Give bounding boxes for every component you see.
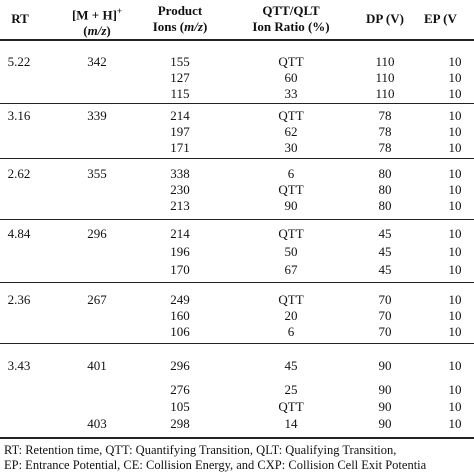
ratio-cell: 20	[284, 308, 298, 323]
group-divider	[0, 219, 474, 220]
header-ratio-line2: Ion Ratio (%)	[252, 19, 330, 34]
ion-cell: 105	[170, 399, 190, 414]
group-divider	[0, 343, 474, 344]
header-mh-unit-open: (	[83, 23, 88, 39]
header-rt: RT	[11, 11, 29, 26]
ion-cell: 155	[170, 54, 190, 69]
dp-cell: 90	[378, 399, 392, 414]
ratio-cell: QTT	[278, 108, 304, 123]
ep-cell: 10	[448, 324, 462, 339]
ratio-cell: 6	[287, 324, 295, 339]
header-product-unit: m/z	[184, 19, 203, 34]
ratio-cell: 30	[284, 140, 298, 155]
ratio-cell: QTT	[278, 54, 304, 69]
ion-cell: 249	[170, 292, 190, 307]
dp-cell: 70	[378, 308, 392, 323]
header-rule	[0, 39, 474, 41]
dp-cell: 80	[378, 182, 392, 197]
ion-cell: 115	[170, 86, 190, 101]
ratio-cell: 62	[284, 124, 298, 139]
ratio-cell: 25	[284, 382, 298, 397]
ratio-cell: 14	[284, 416, 298, 431]
ratio-cell: 45	[284, 358, 298, 373]
header-product-line2-post: )	[202, 19, 208, 34]
header-product-line1: Product	[157, 3, 203, 18]
ep-cell: 10	[448, 108, 462, 123]
ep-cell: 10	[448, 70, 462, 85]
header-ratio-line1: QTT/QLT	[262, 3, 320, 18]
dp-cell: 90	[378, 382, 392, 397]
ion-cell: 213	[170, 198, 190, 213]
rt-cell: 2.36	[7, 292, 31, 307]
ep-cell: 10	[448, 140, 462, 155]
ion-cell: 127	[170, 70, 190, 85]
group-divider	[0, 103, 474, 104]
ep-cell: 10	[448, 244, 462, 259]
rt-cell: 2.62	[7, 166, 31, 181]
ion-cell: 171	[170, 140, 190, 155]
header-product-ions	[140, 3, 220, 35]
table-bottom-rule	[0, 437, 474, 439]
ep-cell: 10	[448, 54, 462, 69]
ep-cell: 10	[448, 226, 462, 241]
ep-cell: 10	[448, 262, 462, 277]
mh-cell: 401	[87, 358, 107, 373]
rt-cell: 3.43	[7, 358, 31, 373]
ratio-cell: QTT	[278, 292, 304, 307]
dp-cell: 110	[375, 54, 395, 69]
ratio-cell: 60	[284, 70, 298, 85]
rt-cell: 5.22	[7, 54, 31, 69]
dp-cell: 80	[378, 166, 392, 181]
mh-cell: 267	[87, 292, 107, 307]
dp-cell: 90	[378, 358, 392, 373]
ion-cell: 214	[170, 108, 190, 123]
dp-cell: 45	[378, 226, 392, 241]
ep-cell: 10	[448, 86, 462, 101]
ep-cell: 10	[448, 416, 462, 431]
mh-cell: 296	[87, 226, 107, 241]
dp-cell: 78	[378, 140, 392, 155]
ion-cell: 214	[170, 226, 190, 241]
ion-cell: 296	[170, 358, 190, 373]
footnote-line: EP: Entrance Potential, CE: Collision Energy, and CXP: Collision Cell Exit Potentia	[4, 458, 427, 472]
mh-cell: 342	[87, 54, 107, 69]
ep-cell: 10	[448, 358, 462, 373]
rt-cell: 3.16	[7, 108, 31, 123]
ep-cell: 10	[448, 382, 462, 397]
group-divider	[0, 282, 474, 283]
ep-cell: 10	[448, 198, 462, 213]
header-mh-unit: m/z	[87, 23, 107, 39]
ion-cell: 106	[170, 324, 190, 339]
dp-cell: 80	[378, 198, 392, 213]
ion-cell: 276	[170, 382, 190, 397]
mh-cell: 403	[87, 416, 107, 431]
ion-cell: 196	[170, 244, 190, 259]
mh-cell: 355	[87, 166, 107, 181]
ep-cell: 10	[448, 308, 462, 323]
ratio-cell: 33	[284, 86, 298, 101]
ep-cell: 10	[448, 166, 462, 181]
ratio-cell: 67	[284, 262, 298, 277]
ep-cell: 10	[448, 124, 462, 139]
ratio-cell: 50	[284, 244, 298, 259]
dp-cell: 70	[378, 324, 392, 339]
mh-cell: 339	[87, 108, 107, 123]
ion-cell: 160	[170, 308, 190, 323]
header-mh-sup: +	[116, 6, 123, 16]
ion-cell: 197	[170, 124, 190, 139]
dp-cell: 90	[378, 416, 392, 431]
ep-cell: 10	[448, 399, 462, 414]
ratio-cell: QTT	[278, 226, 304, 241]
header-product-line2-pre: Ions (	[152, 19, 185, 34]
group-divider	[0, 158, 474, 159]
ion-cell: 230	[170, 182, 190, 197]
dp-cell: 78	[378, 124, 392, 139]
header-dp: DP (V)	[366, 11, 404, 26]
footnote-line: RT: Retention time, QTT: Quantifying Transition, QLT: Qualifying Transition,	[4, 443, 397, 457]
header-mh-unit-close: )	[106, 23, 111, 39]
dp-cell: 70	[378, 292, 392, 307]
ep-cell: 10	[448, 182, 462, 197]
header-ion-ratio	[236, 3, 346, 35]
dp-cell: 110	[375, 86, 395, 101]
dp-cell: 45	[378, 262, 392, 277]
dp-cell: 45	[378, 244, 392, 259]
ion-cell: 338	[170, 166, 190, 181]
ion-cell: 170	[170, 262, 190, 277]
ratio-cell: QTT	[278, 399, 304, 414]
ratio-cell: 90	[284, 198, 298, 213]
ion-cell: 298	[170, 416, 190, 431]
header-mh-label: [M + H]	[71, 7, 117, 23]
dp-cell: 110	[375, 70, 395, 85]
header-ep: EP (V	[424, 11, 457, 26]
ratio-cell: QTT	[278, 182, 304, 197]
ratio-cell: 6	[287, 166, 295, 181]
rt-cell: 4.84	[7, 226, 31, 241]
header-mh	[62, 3, 132, 39]
dp-cell: 78	[378, 108, 392, 123]
ep-cell: 10	[448, 292, 462, 307]
